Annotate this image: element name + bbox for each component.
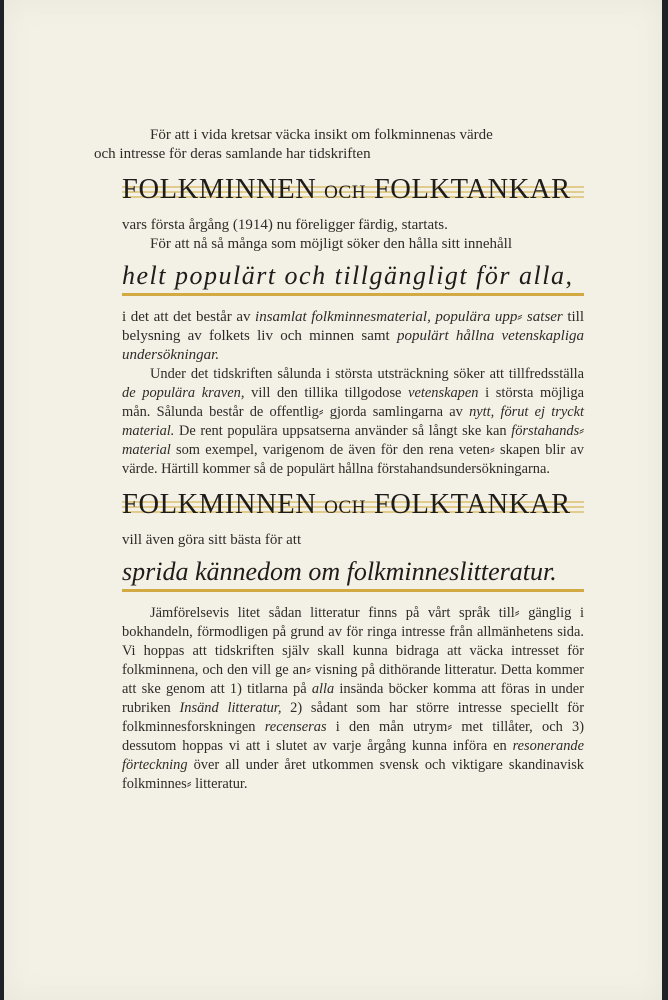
text-run: Jämförelsevis litet sådan litteratur finns på vårt språk till⸗ gänglig i bokhandeln, förmodligen på grund av för ringa intresse från allmänhetens sida. Vi hoppas att tidskriften själv skall kunna bidraga att väcka intresset för folkminnena, och den vill ge an⸗ visning på dithörande litteratur. Detta kommer att ske genom att 1) titlarna på: [122, 605, 584, 697]
text-run: i det att det består av: [122, 309, 256, 325]
text-run: 2) sådant som har större intresse speciellt för folkminnesforskningen: [122, 700, 584, 735]
text-run: till belysning av folkets liv och minnen samt: [122, 309, 584, 344]
journal-title-word-1: FOLKMINNEN: [122, 489, 317, 520]
text-run: i den mån utrym⸗ met tillåter, och 3) dessutom hoppas vi att i slutet av varje årgång kunna införa en: [122, 719, 584, 754]
emphasis-text: insamlat folkminnesmaterial, populära upp⸗ satser: [255, 309, 563, 325]
text-run: som exempel, varigenom de även för den rena veten⸗ skapen blir av värde. Härtill kommer så de populärt hållna förstahandsundersökningarna.: [122, 442, 584, 477]
first-volume-line: vars första årgång (1914) nu föreligger färdig, startats.: [122, 217, 448, 233]
intro-line-1: För att i vida kretsar väcka insikt om folkminnenas värde: [150, 127, 493, 143]
journal-title-conjunction: OCH: [324, 182, 367, 203]
emphasis-text: Insänd litteratur,: [179, 700, 282, 716]
aim-line: vill även göra sitt bästa för att: [122, 532, 302, 548]
intro-line-2: och intresse för deras samlande har tidskriften: [94, 146, 371, 162]
emphasis-text: alla: [311, 681, 335, 697]
journal-title: [122, 489, 571, 520]
text-run: över all under året utkommen svensk och viktigare skandinavisk folkminnes⸗ litteratur.: [122, 757, 584, 792]
reach-line: För att nå så många som möjligt söker den hålla sitt innehåll: [150, 236, 513, 252]
page: [4, 0, 662, 1000]
journal-title-word-1: FOLKMINNEN: [122, 174, 317, 205]
emphasis-text: förstahands⸗ material: [122, 423, 584, 458]
headline-literature: sprida kännedom om folkminneslitteratur.: [122, 556, 584, 592]
text-run: Under det tidskriften sålunda i största utsträckning söker att tillfredsställa: [150, 366, 584, 382]
emphasis-text: vetenskapen: [408, 385, 479, 401]
headline-popular: helt populärt och tillgängligt för alla,: [122, 260, 584, 296]
intro-paragraph: [94, 126, 584, 164]
text-run: insända böcker komma att föras in under rubriken: [122, 681, 584, 716]
emphasis-text: recenseras: [264, 719, 327, 735]
emphasis-text: nytt, förut ej tryckt material.: [122, 404, 584, 439]
text-run: vill den tillika tillgodose: [244, 385, 409, 401]
emphasis-text: populärt hållna vetenskapliga undersökningar.: [122, 328, 584, 363]
text-run: De rent populära uppsatserna använder så långt ske kan: [174, 423, 512, 439]
emphasis-text: resonerande förteckning: [122, 738, 584, 773]
emphasis-text: de populära kraven,: [122, 385, 245, 401]
journal-title-conjunction: OCH: [324, 497, 367, 518]
journal-title-word-2: FOLKTANKAR: [373, 174, 571, 205]
science-paragraph: [122, 365, 584, 479]
journal-title-word-2: FOLKTANKAR: [373, 489, 571, 520]
journal-title: [122, 174, 571, 205]
content-paragraph: [122, 308, 584, 365]
journal-title-banner-2: [122, 489, 584, 523]
literature-paragraph: [122, 604, 584, 794]
document-body: [94, 126, 584, 794]
journal-title-banner: [122, 174, 584, 208]
text-run: i största möjliga mån. Sålunda består de offentlig⸗ gjorda samlingarna av: [122, 385, 584, 420]
